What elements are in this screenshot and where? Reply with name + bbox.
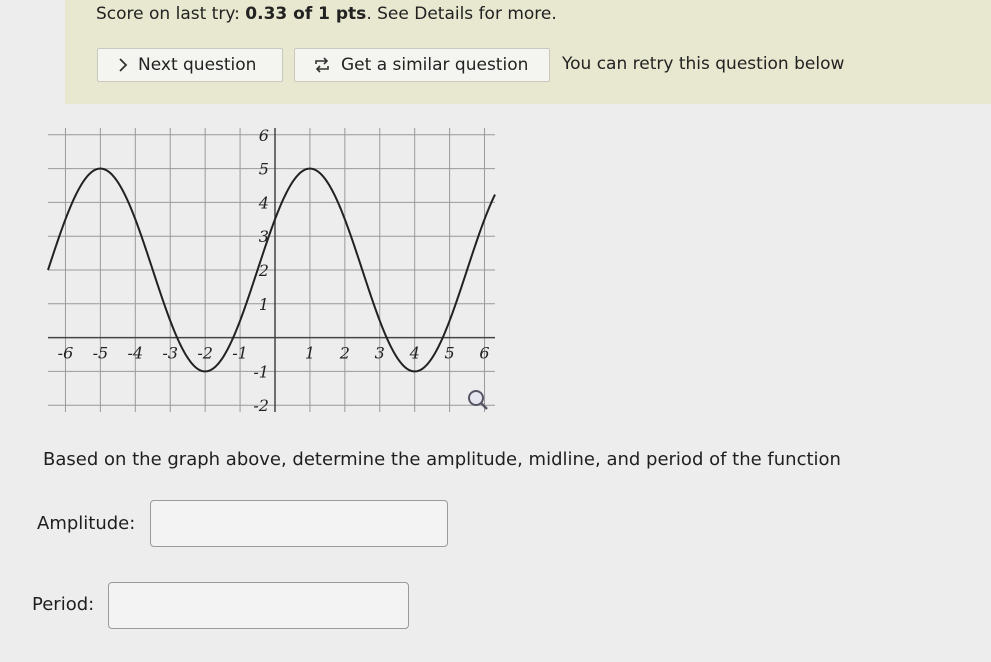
y-tick-label: 1	[258, 294, 269, 314]
y-tick-label: 6	[258, 125, 269, 145]
x-tick-label: 3	[374, 343, 385, 363]
x-tick-label: 1	[304, 343, 316, 363]
y-tick-label: 5	[258, 159, 269, 179]
x-tick-label: -6	[57, 343, 74, 363]
chevron-right-icon	[118, 58, 128, 72]
repeat-icon	[313, 56, 331, 74]
next-question-label: Next question	[138, 55, 257, 75]
y-tick-label: -2	[253, 396, 269, 416]
x-tick-label: 4	[409, 343, 420, 363]
y-tick-label: 3	[258, 227, 269, 247]
retry-message: You can retry this question below	[562, 54, 845, 74]
period-input[interactable]	[108, 582, 409, 629]
x-tick-label: 2	[339, 343, 350, 363]
graph-grid	[48, 125, 495, 412]
x-tick-label: 5	[444, 343, 455, 363]
y-tick-label: 2	[258, 261, 269, 280]
amplitude-input[interactable]	[150, 500, 448, 547]
sinusoid-graph	[40, 118, 510, 426]
x-tick-label: -2	[197, 343, 213, 363]
question-prompt: Based on the graph above, determine the amplitude, midline, and period of the function	[43, 449, 841, 470]
period-label: Period:	[32, 594, 95, 615]
x-tick-label: -4	[127, 343, 144, 363]
x-tick-label: -1	[232, 343, 248, 363]
amplitude-label: Amplitude:	[37, 513, 136, 534]
x-tick-label: -3	[162, 343, 179, 363]
similar-question-button[interactable]	[294, 48, 550, 82]
x-tick-label: -5	[92, 343, 109, 363]
y-tick-label: 4	[258, 193, 269, 213]
score-text: Score on last try: 0.33 of 1 pts. See Details for more.	[96, 4, 557, 24]
x-tick-label: 6	[479, 343, 490, 363]
similar-question-label: Get a similar question	[341, 55, 529, 75]
y-tick-label: -1	[253, 362, 269, 382]
graph-svg	[40, 118, 510, 426]
next-question-button[interactable]	[97, 48, 283, 82]
